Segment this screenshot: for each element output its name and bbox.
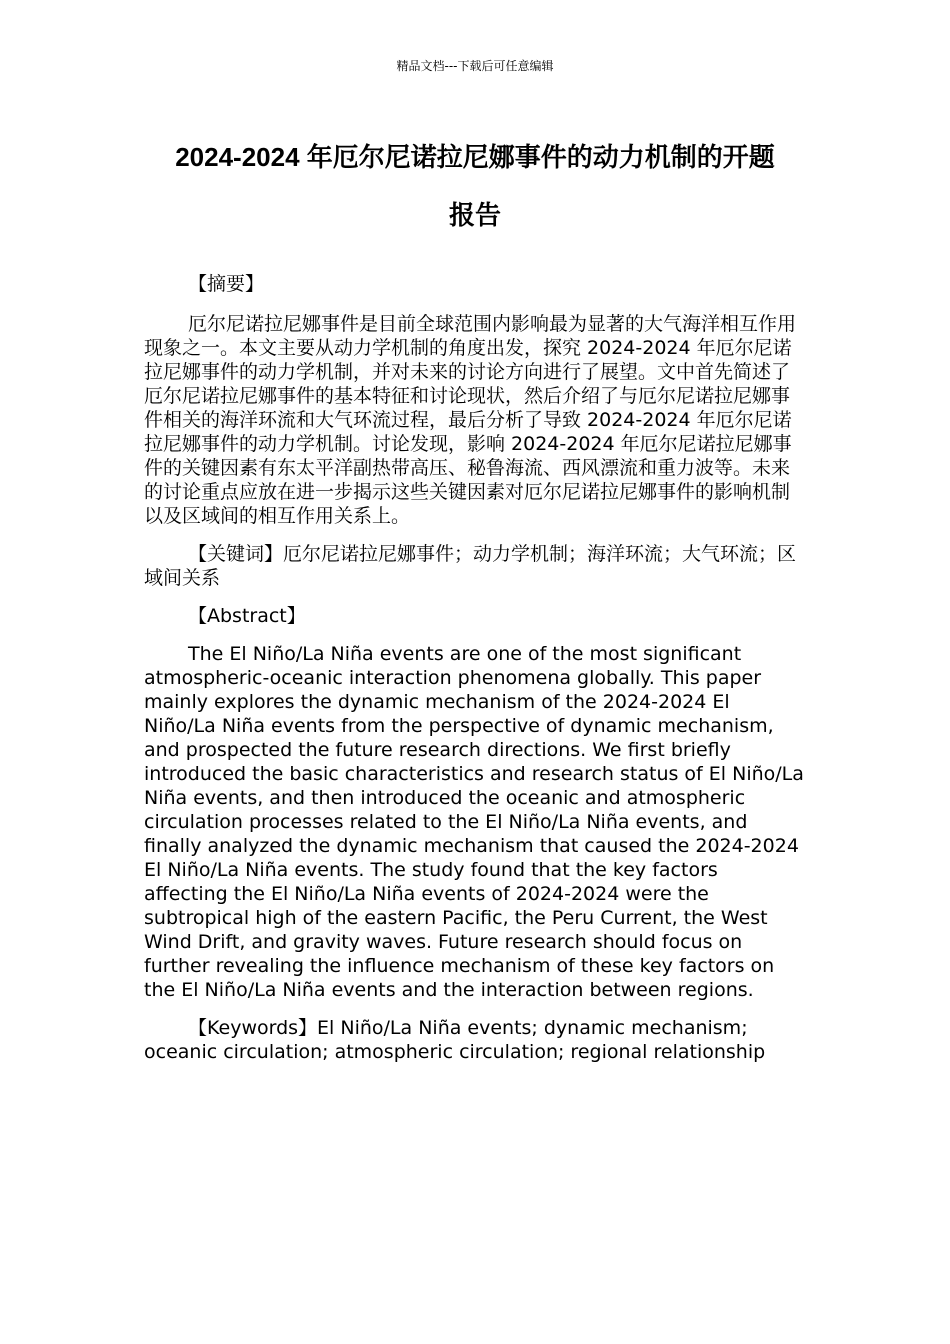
title-line-1: 2024-2024 年厄尔尼诺拉尼娜事件的动力机制的开题	[175, 142, 775, 172]
keywords-cn: 【关键词】厄尔尼诺拉尼娜事件；动力学机制；海洋环流；大气环流；区域间关系	[144, 543, 797, 589]
document-body	[144, 272, 806, 1064]
keywords-en: 【Keywords】El Niño/La Niña events; dynamic mechanism; oceanic circulation; atmospheric circulation; regional relationship	[144, 1017, 766, 1063]
page-header: 精品文档---下载后可任意编辑	[396, 59, 554, 73]
title-line-2: 报告	[448, 200, 501, 230]
document-title	[140, 128, 810, 244]
abstract-en-label: 【Abstract】	[188, 605, 306, 627]
abstract-cn-text: 厄尔尼诺拉尼娜事件是目前全球范围内影响最为显著的大气海洋相互作用现象之一。本文主要从动力学机制的角度出发，探究 2024-2024 年厄尔尼诺拉尼娜事件的动力学机制，并对未来的讨论方向进行了展望。文中首先简述了厄尔尼诺拉尼娜事件的基本特征和讨论现状，然后介绍了与厄尔尼诺拉尼娜事件相关的海洋环流和大气环流过程，最后分析了导致 2024-2024 年厄尔尼诺拉尼娜事件的动力学机制。讨论发现，影响 2024-2024 年厄尔尼诺拉尼娜事件的关键因素有东太平洋副热带高压、秘鲁海流、西风漂流和重力波等。未来的讨论重点应放在进一步揭示这些关键因素对厄尔尼诺拉尼娜事件的影响机制以及区域间的相互作用关系上。	[144, 313, 797, 527]
abstract-en-text: The El Niño/La Niña events are one of the most significant atmospheric-oceanic interaction phenomena globally. This paper mainly explores the dynamic mechanism of the 2024-2024 El Niño/La Niña events from the perspective of dynamic mechanism, and prospected the future research directions. We first briefly introduced the basic characteristics and research status of El Niño/La Niña events, and then introduced the oceanic and atmospheric circulation processes related to the El Niño/La Niña events, and finally analyzed the dynamic mechanism that caused the 2024-2024 El Niño/La Niña events. The study found that the key factors affecting the El Niño/La Niña events of 2024-2024 were the subtropical high of the eastern Pacific, the Peru Current, the West Wind Drift, and gravity waves. Future research should focus on further revealing the influence mechanism of these key factors on the El Niño/La Niña events and the interaction between regions.	[144, 643, 804, 1001]
abstract-cn-label: 【摘要】	[188, 273, 265, 295]
